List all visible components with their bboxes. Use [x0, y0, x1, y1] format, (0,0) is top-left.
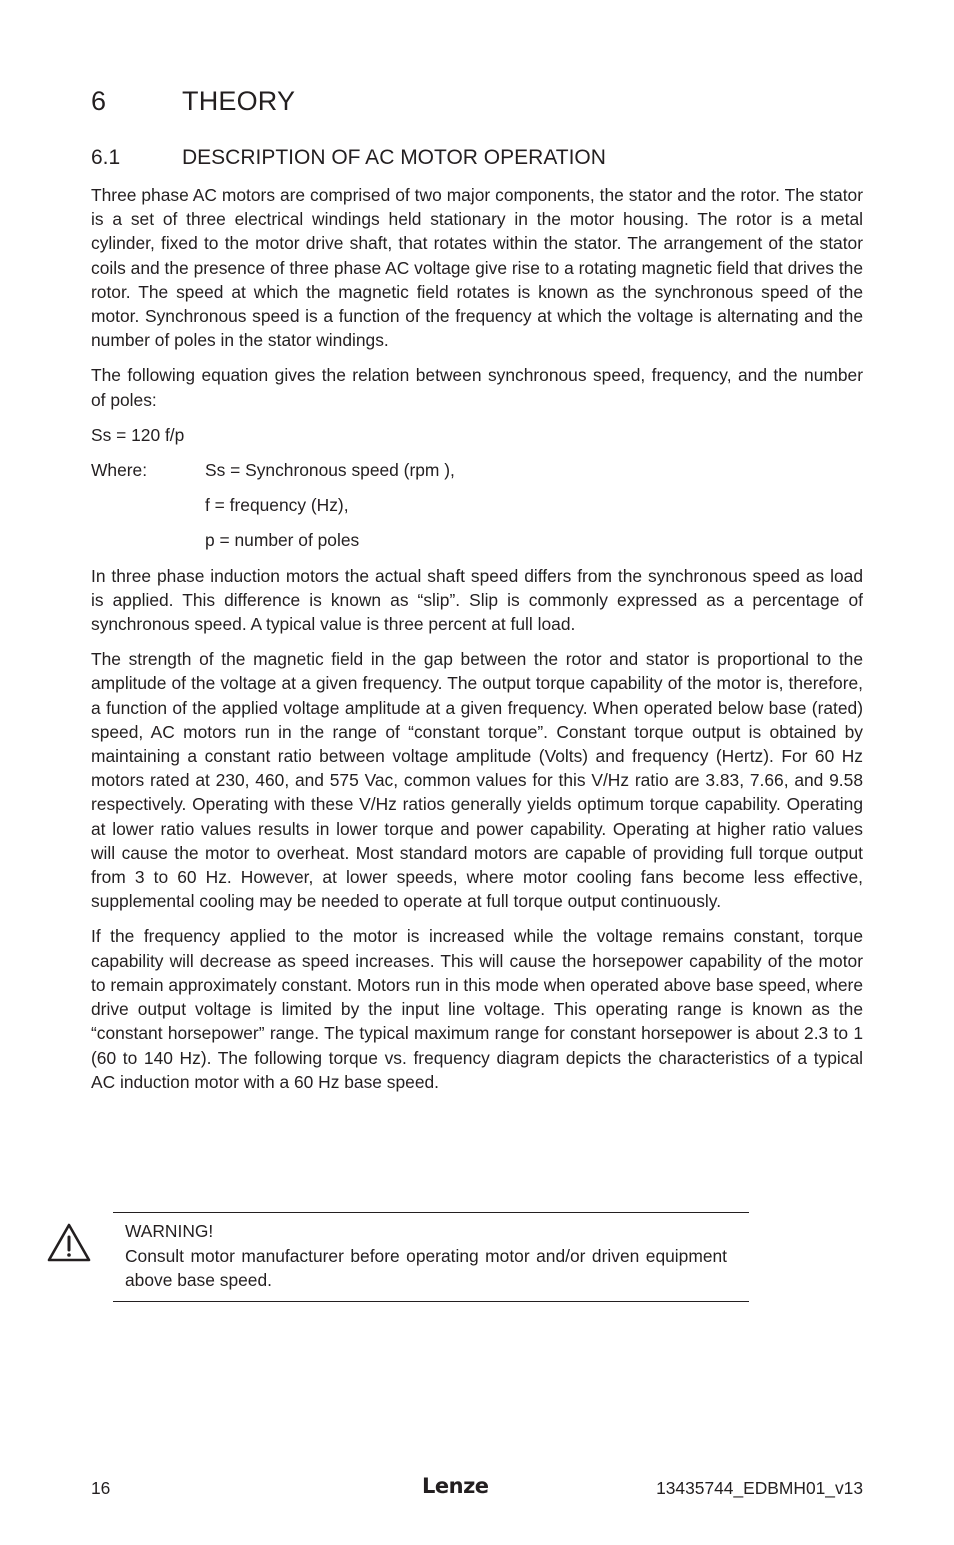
definition-item: Ss = Synchronous speed (rpm ), — [205, 460, 455, 481]
paragraph: The following equation gives the relation between synchronous speed, frequency, and the number of poles: — [91, 365, 863, 410]
where-label: Where: — [91, 460, 148, 481]
chapter-title: THEORY — [182, 86, 296, 116]
page-footer — [91, 1474, 863, 1502]
paragraph: The strength of the magnetic field in the gap between the rotor and stator is proportional to the amplitude of the voltage at a given frequency. The output torque capability of the motor is, therefore, a function of the applied voltage amplitude at a given frequency. When operated below base (rated) speed, AC motors run in the range of “constant torque”. Constant torque output is obtained by maintaining a constant ratio between voltage amplitude (Volts) and frequency (Hertz). For 60 Hz motors rated at 230, 460, and 575 Vac, common values for this V/Hz ratio are 3.83, 7.66, and 9.58 respectively. Operating with these V/Hz ratios generally yields optimum torque capability. Operating at lower ratio values results in lower torque and power capability. Operating at higher ratio values will cause the motor to overheat. Most standard motors are capable of providing full torque output from 3 to 60 Hz. However, at lower speeds, where motor cooling fans become less effective, supplemental cooling may be needed to operate at full torque output continuously. — [91, 649, 863, 912]
warning-triangle-icon — [46, 1222, 92, 1264]
body-text — [91, 183, 863, 1105]
warning-text: Consult motor manufacturer before operating motor and/or driven equipment above base speed. — [125, 1245, 727, 1290]
warning-heading: WARNING! — [125, 1221, 214, 1241]
definition-item: p = number of poles — [205, 530, 360, 551]
section-number: 6.1 — [91, 146, 121, 169]
warning-box — [113, 1212, 749, 1302]
document-id: 13435744_EDBMH01_v13 — [656, 1478, 863, 1498]
equation-definitions — [91, 458, 863, 482]
lenze-logo: Lenze — [422, 1474, 489, 1498]
chapter-number: 6 — [91, 86, 107, 116]
paragraph: In three phase induction motors the actual shaft speed differs from the synchronous speed as load is applied. This difference is known as “slip”. Slip is commonly expressed as a percentage of synchronous speed. A typical value is three percent at full load. — [91, 565, 863, 635]
equation: Ss = 120 f/p — [91, 424, 185, 445]
paragraph: If the frequency applied to the motor is increased while the voltage remains constant, torque capability will decrease as speed increases. This will cause the horsepower capability of the motor to remain approximately constant. Motors run in this mode when operated above base speed, where drive output voltage is limited by the input line voltage. This operating range is known as the “constant horsepower” range. The typical maximum range for constant horsepower is about 2.3 to 1 (60 to 140 Hz). The following torque vs. frequency diagram depicts the characteristics of a typical AC induction motor with a 60 Hz base speed. — [91, 926, 863, 1092]
definition-item: f = frequency (Hz), — [205, 495, 349, 516]
paragraph: Three phase AC motors are comprised of two major components, the stator and the rotor. The stator is a set of three electrical windings held stationary in the motor housing. The rotor is a metal cylinder, fixed to the motor drive shaft, that rotates within the stator. The arrangement of the stator coils and the presence of three phase AC voltage give rise to a rotating magnetic field that drives the rotor. The speed at which the magnetic field rotates is known as the synchronous speed of the motor. Synchronous speed is a function of the frequency at which the voltage is alternating and the number of poles in the stator windings. — [91, 185, 863, 351]
section-title: DESCRIPTION OF AC MOTOR OPERATION — [182, 146, 606, 169]
page-number: 16 — [91, 1478, 111, 1498]
